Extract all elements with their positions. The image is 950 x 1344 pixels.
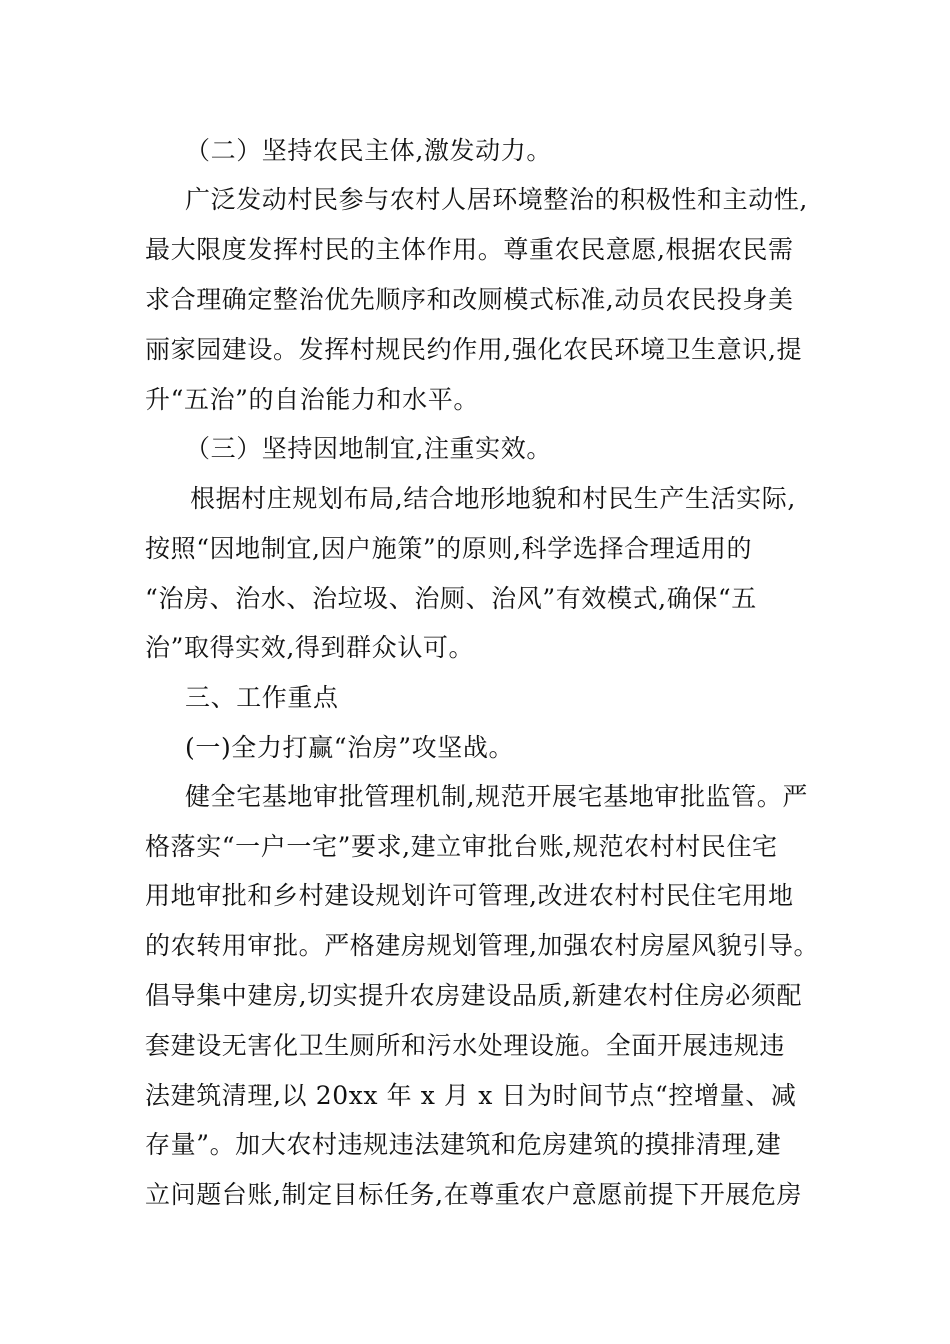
paragraph-line: 法建筑清理,以 20xx 年 x 月 x 日为时间节点“控增量、减	[145, 1081, 797, 1110]
paragraph-line: 存量”。加大农村违规违法建筑和危房建筑的摸排清理,建	[145, 1130, 782, 1159]
paragraph-line: 格落实“一户一宅”要求,建立审批台账,规范农村村民住宅	[145, 832, 778, 861]
paragraph-line: 丽家园建设。发挥村规民约作用,强化农民环境卫生意识,提	[145, 335, 803, 364]
heading-3-local-conditions: （三）坚持因地制宜,注重实效。	[185, 434, 552, 463]
paragraph-line: 最大限度发挥村民的主体作用。尊重农民意愿,根据农民需	[145, 235, 794, 264]
paragraph-line: 的农转用审批。严格建房规划管理,加强农村房屋风貌引导。	[145, 931, 820, 960]
paragraph-line: 求合理确定整治优先顺序和改厕模式标准,动员农民投身美	[145, 285, 794, 314]
paragraph-line: 按照“因地制宜,因户施策”的原则,科学选择合理适用的	[145, 534, 753, 563]
paragraph-line: 根据村庄规划布局,结合地形地貌和村民生产生活实际,	[190, 484, 796, 513]
paragraph-line: 升“五治”的自治能力和水平。	[145, 385, 479, 414]
paragraph-line: “治房、治水、治垃圾、治厕、治风”有效模式,确保“五	[145, 584, 757, 613]
paragraph-line: 治”取得实效,得到群众认可。	[145, 633, 475, 662]
paragraph-line: 广泛发动村民参与农村人居环境整治的积极性和主动性,	[185, 185, 808, 214]
section-heading-work-focus: 三、工作重点	[185, 683, 339, 712]
paragraph-line: 倡导集中建房,切实提升农房建设品质,新建农村住房必须配	[145, 981, 803, 1010]
paragraph-line: 用地审批和乡村建设规划许可管理,改进农村村民住宅用地	[145, 881, 794, 910]
paragraph-line: 套建设无害化卫生厕所和污水处理设施。全面开展违规违	[145, 1031, 786, 1060]
heading-2-farmers-subject: （二）坚持农民主体,激发动力。	[185, 136, 552, 165]
paragraph-line: 健全宅基地审批管理机制,规范开展宅基地审批监管。严	[185, 782, 808, 811]
paragraph-line: 立问题台账,制定目标任务,在尊重农户意愿前提下开展危房	[145, 1180, 803, 1209]
subheading-housing: (一)全力打赢“治房”攻坚战。	[185, 733, 515, 762]
